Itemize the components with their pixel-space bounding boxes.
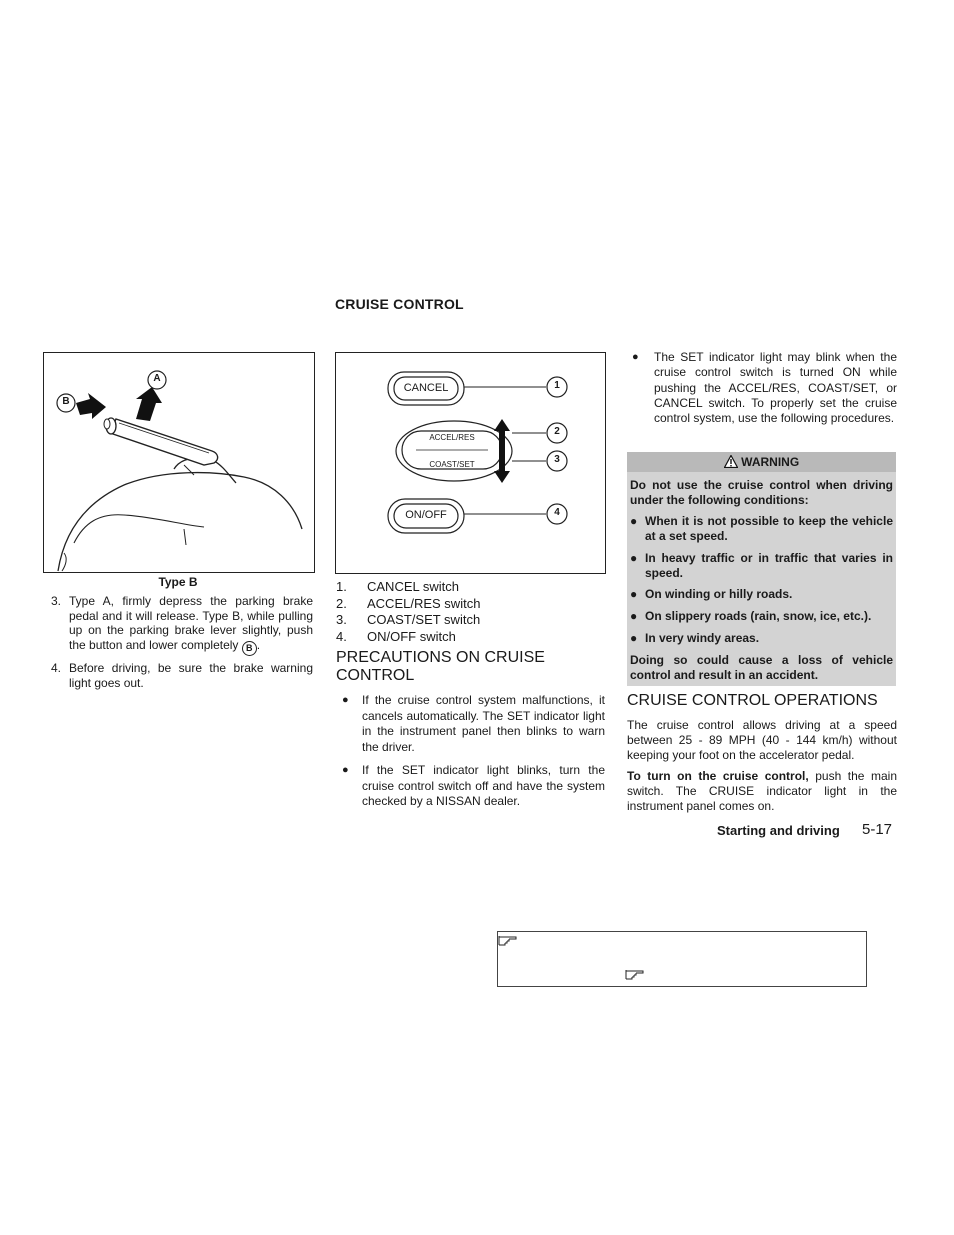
list-item: [336, 579, 604, 596]
callout-4: 4: [554, 507, 560, 518]
accel-res-label: ACCEL/RES: [429, 433, 475, 442]
list-label: ON/OFF switch: [367, 628, 456, 644]
coast-set-label: COAST/SET: [429, 460, 475, 469]
warning-item: [630, 631, 893, 646]
precaution-bullet-1: [336, 693, 605, 755]
operations-heading: CRUISE CONTROL OPERATIONS: [627, 692, 878, 709]
bullet-text: The SET indicator light may blink when the cruise control switch is turned ON while pushing the ACCEL/RES, COAST/SET, or CANCEL switch. To properly set the cruise control system, use the following procedures.: [654, 350, 897, 426]
note-box: [497, 931, 867, 987]
bullet-dot: ●: [630, 609, 638, 623]
list-label: CANCEL switch: [367, 579, 459, 594]
bullet-dot: ●: [632, 351, 639, 363]
step-4: [51, 661, 313, 690]
warning-triangle-icon: [724, 455, 738, 468]
list-label: COAST/SET switch: [367, 612, 481, 628]
pointing-hand-icon: [498, 934, 518, 946]
callout-b: B: [62, 396, 70, 407]
callout-1: 1: [554, 380, 560, 391]
step-number: 4.: [51, 661, 62, 675]
section-title: CRUISE CONTROL: [335, 296, 464, 312]
list-item: [336, 629, 604, 646]
warning-item-text: In very windy areas.: [645, 631, 760, 645]
page-number: 5-17: [862, 821, 893, 838]
list-number: 3.: [336, 612, 347, 628]
warning-outro: Doing so could cause a loss of vehicle control and result in an accident.: [630, 653, 893, 682]
cruise-switch-figure: [335, 352, 606, 574]
warning-box: [627, 452, 896, 686]
warning-intro: Do not use the cruise control when driving under the following conditions:: [630, 478, 893, 507]
warning-item-text: In heavy traffic or in traffic that varies in speed.: [645, 551, 893, 580]
list-number: 1.: [336, 579, 347, 594]
cancel-switch-label: CANCEL: [403, 382, 449, 394]
warning-title: WARNING: [741, 455, 800, 469]
callout-3: 3: [554, 454, 560, 465]
callout-a: A: [153, 373, 161, 384]
precaution-bullet-2: [336, 763, 605, 810]
bullet-dot: ●: [630, 631, 638, 645]
step-text: Type A, firmly depress the parking brake pedal and it will release. Type B, while pulling up on the parking brake lever slightly, push the button and lower completely: [69, 594, 313, 652]
step-text: Before driving, be sure the brake warning light goes out.: [69, 661, 313, 690]
operations-paragraph-2: [627, 769, 897, 814]
bullet-dot: ●: [630, 514, 638, 528]
heading-line: PRECAUTIONS ON CRUISE: [336, 649, 545, 666]
step-3: [51, 594, 313, 656]
warning-body: [627, 478, 896, 683]
warning-item: [630, 551, 893, 581]
circled-b-label: B: [242, 641, 257, 656]
bullet-text: If the SET indicator light blinks, turn the cruise control switch off and have the system checked by a NISSAN dealer.: [362, 763, 605, 809]
list-item: [336, 612, 604, 629]
warning-item-text: On slippery roads (rain, snow, ice, etc.).: [645, 609, 872, 623]
bullet-text: If the cruise control system malfunctions, it cancels automatically. The SET indicator light in the instrument panel then blinks to warn the driver.: [362, 693, 605, 754]
warning-item: [630, 514, 893, 544]
parking-brake-illustration: [44, 353, 314, 572]
warning-item-text: On winding or hilly roads.: [645, 587, 793, 601]
switch-list: [336, 579, 604, 645]
warning-item: [630, 587, 893, 602]
list-number: 4.: [336, 628, 347, 644]
warning-header: [627, 452, 896, 472]
callout-2: 2: [554, 426, 560, 437]
parking-brake-figure: [43, 352, 315, 573]
list-item: [336, 596, 604, 613]
pointing-hand-icon: [625, 968, 645, 980]
bold-lead-in: To turn on the cruise control,: [627, 769, 809, 783]
bullet-dot: ●: [342, 764, 349, 776]
list-number: 2.: [336, 595, 347, 611]
paragraph-text: push the main switch. The CRUISE indicator light in the instrument panel comes on.: [627, 769, 897, 813]
warning-item: [630, 609, 893, 624]
step-text-end: .: [256, 637, 261, 652]
figure-caption: Type B: [158, 575, 198, 589]
step-number: 3.: [51, 594, 62, 608]
bullet-dot: ●: [342, 694, 349, 706]
precautions-heading: [336, 649, 604, 685]
bullet-dot: ●: [630, 551, 638, 565]
operations-paragraph-1: The cruise control allows driving at a speed between 25 - 89 MPH (40 - 144 km/h) without keeping your foot on the accelerator pedal.: [627, 718, 897, 762]
heading-line: CONTROL: [336, 667, 415, 684]
warning-item-text: When it is not possible to keep the vehicle at a set speed.: [645, 514, 893, 543]
bullet-dot: ●: [630, 587, 638, 601]
list-label: ACCEL/RES switch: [367, 595, 481, 611]
on-off-switch-label: ON/OFF: [405, 509, 447, 521]
set-indicator-bullet: [628, 350, 897, 426]
footer-section-label: Starting and driving: [717, 823, 840, 838]
